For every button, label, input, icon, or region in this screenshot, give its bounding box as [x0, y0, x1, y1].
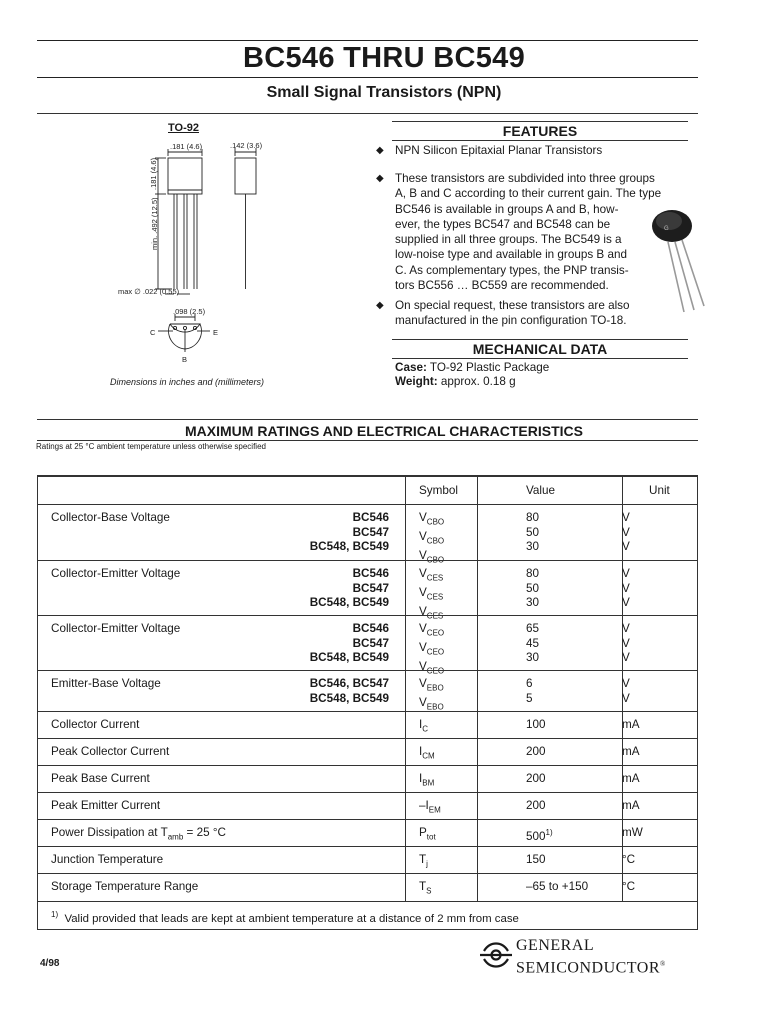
ratings-heading: MAXIMUM RATINGS AND ELECTRICAL CHARACTERISTICS [185, 423, 583, 439]
unit-cell: V V [622, 677, 630, 705]
feature-line: ever, the types BC547 and BC548 can be [395, 217, 611, 231]
unit-cell: °C [622, 880, 636, 893]
value-cell: 150 [526, 853, 546, 866]
symbol-cell: $V_{CES}$ $V_{CES}$ $V_{CES}$ [419, 567, 444, 620]
pin-e-label: E [213, 328, 219, 337]
param-label: Collector Current [51, 718, 140, 731]
param-label: Peak Emitter Current [51, 799, 161, 812]
col-header-value: Value [526, 484, 556, 497]
feature-line: C. As complementary types, the PNP transis- [395, 263, 629, 277]
symbol-cell: $P_{tot}$ [419, 826, 436, 842]
subtitle-rule [37, 113, 698, 114]
value-cell: 200 [526, 745, 546, 758]
unit-cell: °C [622, 853, 636, 866]
dim-lead-dia: max ∅ .022 (0.55) [118, 287, 180, 296]
table-row [38, 792, 697, 819]
value-cell: 200 [526, 772, 546, 785]
feature-item-1: NPN Silicon Epitaxial Planar Transistors [395, 144, 603, 157]
param-label: Power Dissipation at $T_{amb} = 25$ °C [51, 826, 226, 842]
symbol-cell: $T_S$ [419, 880, 432, 896]
feature-line: low-noise type and available in groups B and [395, 248, 627, 262]
bullet-icon: ◆ [376, 173, 384, 184]
symbol-cell: $I_{CM}$ [419, 745, 435, 761]
value-cell: 200 [526, 799, 546, 812]
title-rule [37, 77, 698, 78]
value-cell: 80 50 30 [526, 511, 540, 553]
ratings-note: Ratings at 25 °C ambient temperature unless otherwise specified [36, 442, 266, 451]
value-cell: 500$^{1)}$ [526, 828, 553, 843]
param-label: Collector-Emitter Voltage [51, 567, 181, 580]
device-list: BC546 BC547 BC548, BC549 [309, 622, 389, 664]
company-logo-text [516, 936, 666, 977]
param-label: Junction Temperature [51, 853, 164, 866]
ratings-bottom-rule [37, 440, 698, 441]
table-row [38, 670, 697, 711]
general-semiconductor-logo-icon [478, 937, 514, 973]
table-row [38, 504, 697, 564]
logo-line-1: GENERAL [516, 937, 595, 954]
features-top-rule [392, 121, 688, 122]
value-cell: 80 50 30 [526, 567, 540, 609]
mechanical-heading: MECHANICAL DATA [472, 341, 608, 357]
value-cell: 65 45 30 [526, 622, 540, 664]
logo-line-2: SEMICONDUCTOR® [516, 959, 666, 977]
unit-cell: mA [622, 772, 640, 785]
pin-c-label: C [150, 328, 156, 337]
unit-cell: mA [622, 745, 640, 758]
param-label: Emitter-Base Voltage [51, 677, 161, 690]
weight-line: Weight: approx. 0.18 g [395, 375, 516, 388]
device-list: BC546 BC547 BC548, BC549 [309, 511, 389, 553]
symbol-cell: $I_C$ [419, 718, 429, 734]
unit-cell: mW [622, 826, 643, 839]
symbol-cell: $T_j$ [419, 853, 428, 869]
feature-line: On special request, these transistors are also [395, 299, 630, 312]
svg-text:G: G [664, 226, 669, 232]
table-footnote: $^{1)}$ Valid provided that leads are kept at ambient temperature at a distance of 2 mm from case [51, 910, 519, 925]
unit-cell: mA [622, 799, 640, 812]
feature-item-2 [395, 171, 687, 293]
symbol-cell: $V_{EBO}$ $V_{EBO}$ [419, 677, 444, 712]
table-row [38, 560, 697, 620]
feature-line: manufactured in the pin configuration TO-18. [395, 314, 627, 328]
table-row [38, 819, 697, 846]
param-label: Peak Collector Current [51, 745, 170, 758]
symbol-cell: $-I_{EM}$ [419, 799, 441, 815]
ratings-table [37, 475, 698, 930]
feature-line: BC546 is available in groups A and B, how- [395, 202, 619, 216]
device-list: BC546 BC547 BC548, BC549 [309, 567, 389, 609]
unit-cell: V V V [622, 511, 630, 553]
feature-line: tors BC556 … BC559 are recommended. [395, 279, 609, 293]
ratings-top-rule [37, 419, 698, 420]
dim-lead-length: min. .492 (12.5) [150, 197, 159, 250]
value-cell: 100 [526, 718, 546, 731]
dim-pitch: .098 (2.5) [173, 307, 206, 316]
table-header-row [38, 476, 697, 504]
table-row [38, 846, 697, 873]
symbol-cell: $V_{CEO}$ $V_{CEO}$ $V_{CEO}$ [419, 622, 445, 675]
dim-height: .181 (4.6) [149, 157, 158, 190]
device-list: BC546, BC547 BC548, BC549 [309, 677, 389, 705]
pin-b-label: B [182, 355, 188, 364]
page-title: BC546 THRU BC549 [243, 42, 525, 74]
symbol-cell: $V_{CBO}$ $V_{CBO}$ $V_{CBO}$ [419, 511, 445, 564]
table-row [38, 711, 697, 738]
bullet-icon: ◆ [376, 145, 384, 156]
col-header-unit: Unit [649, 484, 670, 497]
mech-bottom-rule [392, 358, 688, 359]
case-line: Case: TO-92 Plastic Package [395, 361, 550, 374]
table-row [38, 615, 697, 675]
page-number: 4/98 [40, 958, 60, 969]
bullet-icon: ◆ [376, 300, 384, 311]
symbol-cell: $I_{BM}$ [419, 772, 435, 788]
dim-side: .142 (3.6) [230, 141, 263, 150]
feature-line: These transistors are subdivided into three groups [395, 172, 655, 185]
features-heading: FEATURES [502, 123, 578, 139]
feature-line: A, B and C according to their current gain. The type [395, 187, 662, 201]
param-label: Collector-Base Voltage [51, 511, 170, 524]
mech-top-rule [392, 339, 688, 340]
value-cell: 6 5 [526, 677, 533, 705]
table-footnote-row [38, 901, 697, 929]
feature-item-3 [395, 298, 675, 329]
unit-cell: mA [622, 718, 640, 731]
col-header-symbol: Symbol [419, 484, 458, 497]
package-name: TO-92 [168, 122, 199, 134]
unit-cell: V V V [622, 622, 630, 664]
top-rule [37, 40, 698, 41]
param-label: Storage Temperature Range [51, 880, 199, 893]
value-cell: –65 to +150 [526, 880, 589, 893]
feature-line: supplied in all three groups. The BC549 is a [395, 233, 622, 247]
dim-width: .181 (4.6) [170, 142, 203, 151]
param-label: Peak Base Current [51, 772, 150, 785]
table-row [38, 738, 697, 765]
features-bottom-rule [392, 140, 688, 141]
to92-package-drawing [110, 134, 270, 374]
page-subtitle: Small Signal Transistors (NPN) [266, 84, 502, 101]
unit-cell: V V V [622, 567, 630, 609]
param-label: Collector-Emitter Voltage [51, 622, 181, 635]
transistor-photo [648, 208, 708, 320]
package-caption: Dimensions in inches and (millimeters) [110, 377, 265, 387]
table-row [38, 765, 697, 792]
table-row [38, 873, 697, 901]
